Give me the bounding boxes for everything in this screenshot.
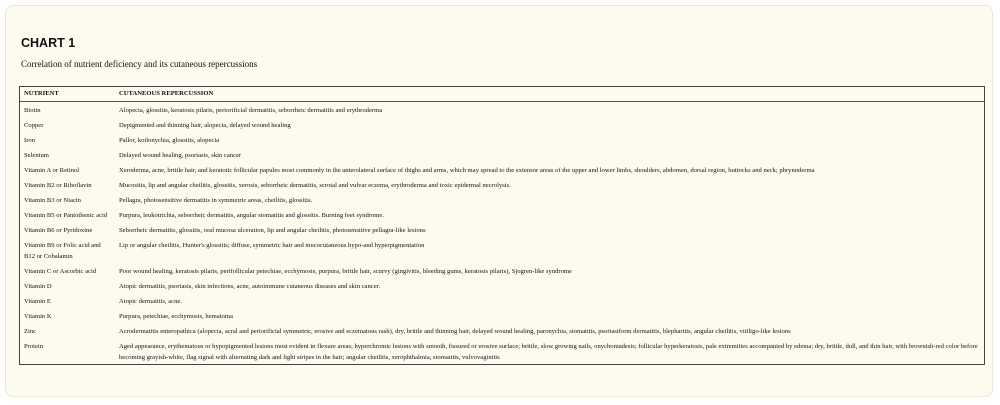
nutrient-cell: Selenium bbox=[24, 152, 49, 159]
nutrient-cell: Vitamin A or Retinol bbox=[24, 167, 80, 174]
header-nutrient: NUTRIENT bbox=[20, 87, 115, 102]
chart-caption: Correlation of nutrient deficiency and its cutaneous repercussions bbox=[21, 59, 258, 69]
nutrient-cell: Vitamin K bbox=[24, 313, 52, 320]
nutrient-cell: Iron bbox=[24, 137, 35, 144]
repercussion-cell: Pallor, koilonychia, glossitis, alopecia bbox=[119, 137, 220, 144]
table-row bbox=[20, 338, 984, 364]
repercussion-cell: Acrodermatitis enteropathica (alopecia, acral and periorificial symmetric, erosive and eczematous rash), dry, brittle and thinning hair, delayed wound healing, paronychia, stomatitis, psoriasiform dermatitis, blepharitis, angular cheilitis, vitiligo-like lesions bbox=[119, 328, 791, 335]
repercussion-cell: Delayed wound healing, psoriasis, skin cancer bbox=[119, 152, 242, 159]
repercussion-cell: Seborrheic dermatitis, glossitis, oral mucosa ulceration, lip and angular cheilitis, photosensitive pellagra-like lesions bbox=[119, 227, 426, 234]
nutrient-cell: Vitamin B5 or Pantothenic acid bbox=[24, 212, 108, 219]
table-row bbox=[20, 237, 984, 263]
nutrient-cell: Vitamin D bbox=[24, 283, 52, 290]
chart-panel bbox=[5, 5, 993, 397]
nutrient-cell: Vitamin B3 or Niacin bbox=[24, 197, 81, 204]
table-row bbox=[20, 293, 984, 308]
repercussion-cell: Aged appearance, erythematous or hypopigmented lesions most evident in flexure areas; hyperchromic lesions with smooth, fissured or erosive surface; brittle, slow growing nails, onychomadesis; follicular hyperkeratosis, pale extremities accompanied by edema; dry, brittle, dull, and thin hair, with brownish-red color before becoming grayish-white, flag signal with alternating dark and light stripes in the hair; angular cheilitis, xerophthalmia, stomatitis, vulvovaginitis bbox=[119, 343, 978, 361]
nutrient-cell: Zinc bbox=[24, 328, 37, 335]
table-row bbox=[20, 132, 984, 147]
nutrient-cell: Vitamin B9 or Folic acid and B12 or Cobalamin bbox=[24, 242, 101, 260]
table-row bbox=[20, 147, 984, 162]
nutrient-cell: Vitamin B2 or Riboflavin bbox=[24, 182, 92, 189]
repercussion-cell: Depigmented and thinning hair, alopecia, delayed wound healing bbox=[119, 122, 291, 129]
table-row bbox=[20, 102, 984, 118]
table-header bbox=[20, 87, 984, 102]
header-cutaneous-repercussion: CUTANEOUS REPERCUSSION bbox=[115, 87, 984, 102]
table-row bbox=[20, 308, 984, 323]
repercussion-cell: Alopecia, glossitis, keratosis pilaris, periorificial dermatitis, seborrheic dermatitis and erythroderma bbox=[119, 107, 383, 114]
nutrient-table bbox=[20, 87, 984, 364]
nutrient-cell: Vitamin E bbox=[24, 298, 51, 305]
repercussion-cell: Poor wound healing, keratosis pilaris, perifollicular petechiae, ecchymosis, purpura, brittle hair, scurvy (gingivitis, bleeding gums, keratosis pilaris), Sjogren-like syndrome bbox=[119, 268, 572, 275]
nutrient-table-frame bbox=[19, 86, 985, 365]
chart-title: CHART 1 bbox=[21, 36, 76, 50]
table-row bbox=[20, 278, 984, 293]
table-row bbox=[20, 263, 984, 278]
repercussion-cell: Lip or angular cheilitis, Hunter's glossitis; diffuse, symmetric hair and mucocutaneous hypo-and hyperpigmentation bbox=[119, 242, 425, 249]
table-row bbox=[20, 192, 984, 207]
table-row bbox=[20, 177, 984, 192]
repercussion-cell: Purpura, petechiae, ecchymosis, hematoma bbox=[119, 313, 233, 320]
repercussion-cell: Mucositis, lip and angular cheilitis, glossitis, xerosis, seborrheic dermatitis, scrotal and vulvar eczema, erythroderma and toxic epidermal necrolysis. bbox=[119, 182, 511, 189]
nutrient-cell: Protein bbox=[24, 343, 44, 350]
table-row bbox=[20, 323, 984, 338]
nutrient-cell: Copper bbox=[24, 122, 44, 129]
repercussion-cell: Atopic dermatitis, acne. bbox=[119, 298, 182, 305]
table-row bbox=[20, 117, 984, 132]
repercussion-cell: Purpura, leukotrichia, seborrheic dermatitis, angular stomatitis and glossitis. Burning feet syndrome. bbox=[119, 212, 384, 219]
table-row bbox=[20, 207, 984, 222]
nutrient-cell: Biotin bbox=[24, 107, 41, 114]
table-body bbox=[20, 102, 984, 365]
table-row bbox=[20, 162, 984, 177]
nutrient-cell: Vitamin B6 or Pyridoxine bbox=[24, 227, 93, 234]
repercussion-cell: Pellagra, photosensitive dermatitis in symmetric areas, cheilitis, glossitis. bbox=[119, 197, 313, 204]
header-row bbox=[20, 87, 984, 102]
repercussion-cell: Xeroderma, acne, brittle hair, and keratotic follicular papules most commonly in the anterolateral surface of thighs and arms, which may spread to the extensor areas of the upper and lower limbs, shoulders, abdomen, dorsal region, buttocks and neck; phrynoderma bbox=[119, 167, 815, 174]
repercussion-cell: Atopic dermatitis, psoriasis, skin infections, acne, autoimmune cutaneous diseases and skin cancer. bbox=[119, 283, 381, 290]
table-row bbox=[20, 222, 984, 237]
nutrient-cell: Vitamin C or Ascorbic acid bbox=[24, 268, 97, 275]
